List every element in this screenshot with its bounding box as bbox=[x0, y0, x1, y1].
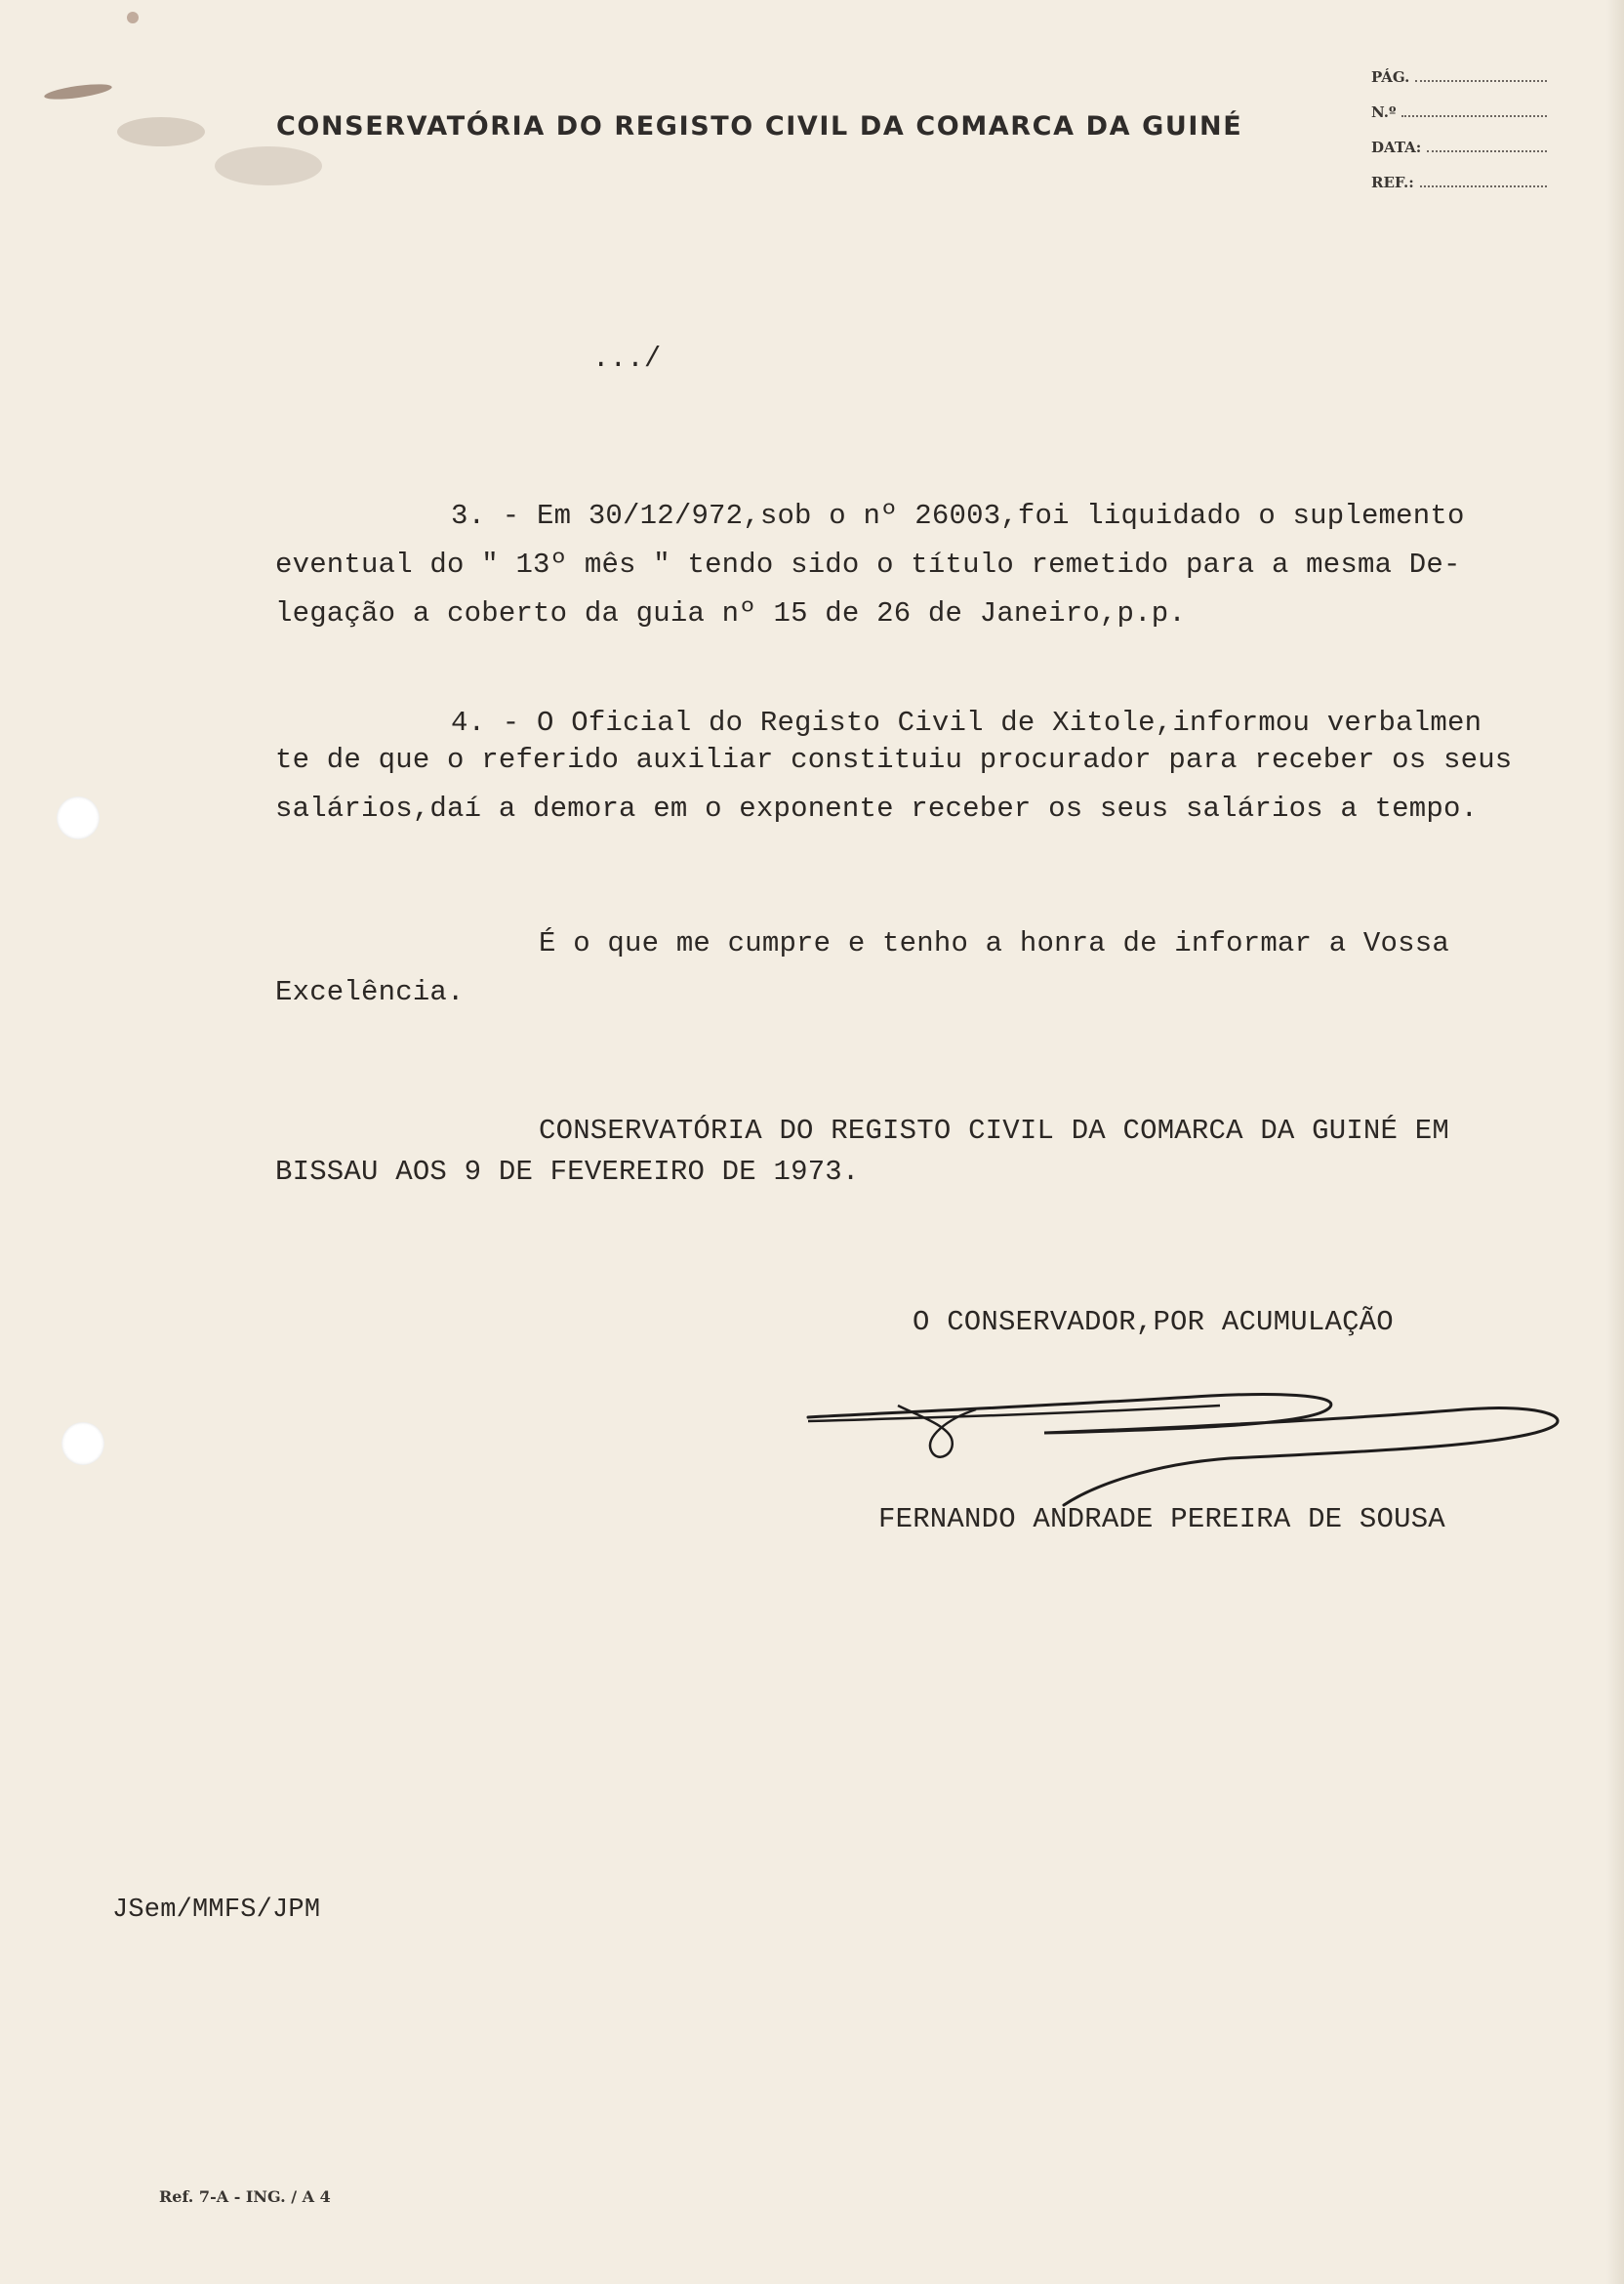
place-date-line2: BISSAU AOS 9 DE FEVEREIRO DE 1973. bbox=[275, 1156, 860, 1188]
para4-line3: salários,daí a demora em o exponente receber os seus salários a tempo. bbox=[275, 793, 1479, 825]
place-date-line1: CONSERVATÓRIA DO REGISTO CIVIL DA COMARCA DA GUINÉ EM bbox=[539, 1115, 1449, 1147]
meta-ref: REF.: bbox=[1371, 174, 1547, 209]
punch-hole bbox=[57, 796, 100, 839]
closing-line2: Excelência. bbox=[275, 976, 465, 1008]
form-reference: Ref. 7-A - ING. / A 4 bbox=[159, 2187, 331, 2206]
metadata-fields bbox=[1371, 68, 1547, 209]
para3-line1: 3. - Em 30/12/972,sob o nº 26003,foi liquidado o suplemento bbox=[451, 500, 1465, 532]
para4-line2: te de que o referido auxiliar constituiu procurador para receber os seus bbox=[275, 744, 1513, 776]
punch-hole bbox=[61, 1422, 104, 1465]
signatory-role: O CONSERVADOR,POR ACUMULAÇÃO bbox=[913, 1306, 1394, 1338]
ink-smudge bbox=[117, 117, 205, 146]
signatory-name: FERNANDO ANDRADE PEREIRA DE SOUSA bbox=[878, 1503, 1445, 1535]
meta-page: PÁG. bbox=[1371, 68, 1547, 103]
para3-line2: eventual do " 13º mês " tendo sido o título remetido para a mesma De- bbox=[275, 549, 1461, 581]
meta-number: N.º bbox=[1371, 103, 1547, 139]
ink-smudge bbox=[44, 81, 113, 102]
meta-date: DATA: bbox=[1371, 139, 1547, 174]
continuation-mark: .../ bbox=[592, 343, 662, 375]
closing-line1: É o que me cumpre e tenho a honra de informar a Vossa bbox=[539, 927, 1449, 959]
ink-spot bbox=[127, 12, 139, 23]
ink-smudge bbox=[215, 146, 322, 185]
handwritten-signature bbox=[800, 1366, 1562, 1513]
para3-line3: legação a coberto da guia nº 15 de 26 de Janeiro,p.p. bbox=[275, 597, 1186, 630]
reference-initials: JSem/MMFS/JPM bbox=[112, 1896, 321, 1925]
para4-line1: 4. - O Oficial do Registo Civil de Xitole,informou verbalmen bbox=[451, 707, 1482, 739]
letterhead-title: CONSERVATÓRIA DO REGISTO CIVIL DA COMARCA DA GUINÉ bbox=[276, 111, 1243, 142]
page-edge-shadow bbox=[1606, 0, 1624, 2284]
